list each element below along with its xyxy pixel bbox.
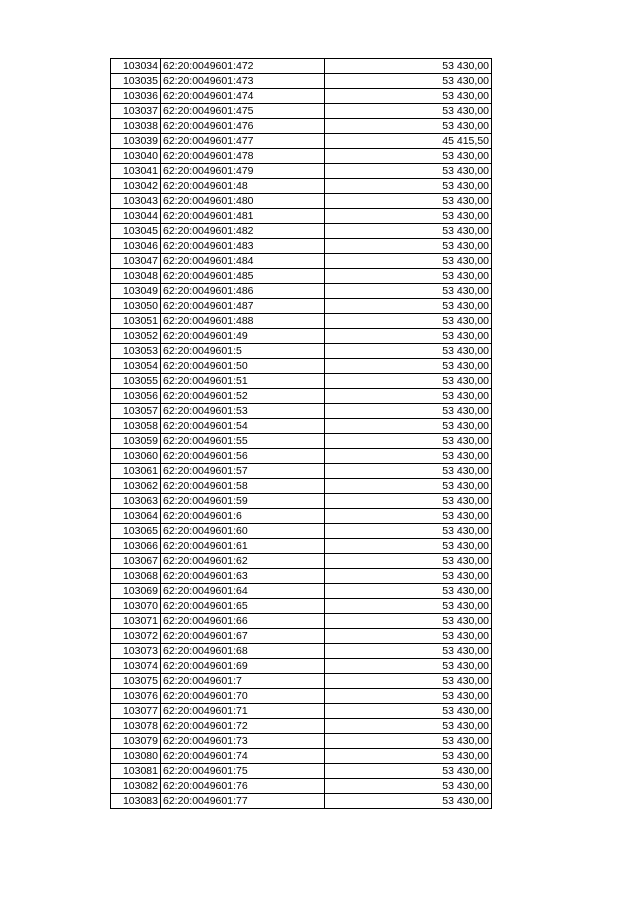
cadastral-number-cell: 62:20:0049601:67 [161, 629, 325, 644]
value-cell: 53 430,00 [325, 104, 492, 119]
cadastral-number-cell: 62:20:0049601:476 [161, 119, 325, 134]
row-number-cell: 103069 [111, 584, 161, 599]
table-row [111, 104, 492, 119]
value-cell: 53 430,00 [325, 749, 492, 764]
cadastral-number-cell: 62:20:0049601:484 [161, 254, 325, 269]
value-cell: 53 430,00 [325, 344, 492, 359]
row-number-cell: 103065 [111, 524, 161, 539]
cadastral-number-cell: 62:20:0049601:483 [161, 239, 325, 254]
value-cell: 53 430,00 [325, 269, 492, 284]
value-cell: 53 430,00 [325, 689, 492, 704]
table-row [111, 584, 492, 599]
table-row [111, 149, 492, 164]
cadastral-number-cell: 62:20:0049601:54 [161, 419, 325, 434]
value-cell: 53 430,00 [325, 494, 492, 509]
cadastral-number-cell: 62:20:0049601:58 [161, 479, 325, 494]
row-number-cell: 103049 [111, 284, 161, 299]
table-row [111, 509, 492, 524]
value-cell: 53 430,00 [325, 449, 492, 464]
cadastral-number-cell: 62:20:0049601:478 [161, 149, 325, 164]
value-cell: 53 430,00 [325, 584, 492, 599]
row-number-cell: 103043 [111, 194, 161, 209]
table-row [111, 644, 492, 659]
value-cell: 53 430,00 [325, 329, 492, 344]
cadastral-number-cell: 62:20:0049601:56 [161, 449, 325, 464]
value-cell: 53 430,00 [325, 764, 492, 779]
value-cell: 53 430,00 [325, 674, 492, 689]
value-cell: 53 430,00 [325, 209, 492, 224]
cadastral-number-cell: 62:20:0049601:69 [161, 659, 325, 674]
cadastral-number-cell: 62:20:0049601:480 [161, 194, 325, 209]
cadastral-number-cell: 62:20:0049601:7 [161, 674, 325, 689]
table-row [111, 59, 492, 74]
value-cell: 53 430,00 [325, 479, 492, 494]
value-cell: 53 430,00 [325, 254, 492, 269]
row-number-cell: 103058 [111, 419, 161, 434]
cadastral-number-cell: 62:20:0049601:68 [161, 644, 325, 659]
table-row [111, 449, 492, 464]
table-row [111, 344, 492, 359]
cadastral-number-cell: 62:20:0049601:65 [161, 599, 325, 614]
table-row [111, 329, 492, 344]
row-number-cell: 103070 [111, 599, 161, 614]
table-row [111, 194, 492, 209]
cadastral-number-cell: 62:20:0049601:49 [161, 329, 325, 344]
cadastral-number-cell: 62:20:0049601:66 [161, 614, 325, 629]
row-number-cell: 103081 [111, 764, 161, 779]
table-row [111, 479, 492, 494]
row-number-cell: 103075 [111, 674, 161, 689]
cadastral-number-cell: 62:20:0049601:479 [161, 164, 325, 179]
row-number-cell: 103066 [111, 539, 161, 554]
cadastral-number-cell: 62:20:0049601:73 [161, 734, 325, 749]
cadastral-number-cell: 62:20:0049601:482 [161, 224, 325, 239]
value-cell: 53 430,00 [325, 509, 492, 524]
value-cell: 53 430,00 [325, 239, 492, 254]
table-row [111, 719, 492, 734]
table-row [111, 464, 492, 479]
cadastral-number-cell: 62:20:0049601:71 [161, 704, 325, 719]
cadastral-number-cell: 62:20:0049601:485 [161, 269, 325, 284]
cadastral-number-cell: 62:20:0049601:77 [161, 794, 325, 809]
row-number-cell: 103078 [111, 719, 161, 734]
value-cell: 53 430,00 [325, 734, 492, 749]
table-row [111, 749, 492, 764]
cadastral-number-cell: 62:20:0049601:472 [161, 59, 325, 74]
table-row [111, 224, 492, 239]
cadastral-number-cell: 62:20:0049601:62 [161, 554, 325, 569]
row-number-cell: 103076 [111, 689, 161, 704]
table-row [111, 239, 492, 254]
table-row [111, 764, 492, 779]
cadastral-number-cell: 62:20:0049601:486 [161, 284, 325, 299]
value-cell: 53 430,00 [325, 164, 492, 179]
table-row [111, 269, 492, 284]
table-row [111, 779, 492, 794]
value-cell: 45 415,50 [325, 134, 492, 149]
cadastral-number-cell: 62:20:0049601:487 [161, 299, 325, 314]
row-number-cell: 103053 [111, 344, 161, 359]
row-number-cell: 103056 [111, 389, 161, 404]
row-number-cell: 103073 [111, 644, 161, 659]
row-number-cell: 103051 [111, 314, 161, 329]
table-row [111, 434, 492, 449]
cadastral-number-cell: 62:20:0049601:63 [161, 569, 325, 584]
cadastral-number-cell: 62:20:0049601:72 [161, 719, 325, 734]
cadastral-number-cell: 62:20:0049601:475 [161, 104, 325, 119]
cadastral-number-cell: 62:20:0049601:488 [161, 314, 325, 329]
cadastral-number-cell: 62:20:0049601:5 [161, 344, 325, 359]
value-cell: 53 430,00 [325, 404, 492, 419]
value-cell: 53 430,00 [325, 89, 492, 104]
table-row [111, 374, 492, 389]
row-number-cell: 103074 [111, 659, 161, 674]
row-number-cell: 103041 [111, 164, 161, 179]
value-cell: 53 430,00 [325, 224, 492, 239]
value-cell: 53 430,00 [325, 299, 492, 314]
value-cell: 53 430,00 [325, 194, 492, 209]
cadastral-number-cell: 62:20:0049601:477 [161, 134, 325, 149]
cadastral-value-table [110, 58, 492, 809]
row-number-cell: 103071 [111, 614, 161, 629]
cadastral-number-cell: 62:20:0049601:474 [161, 89, 325, 104]
cadastral-number-cell: 62:20:0049601:61 [161, 539, 325, 554]
table-row [111, 599, 492, 614]
value-cell: 53 430,00 [325, 179, 492, 194]
row-number-cell: 103037 [111, 104, 161, 119]
table-row [111, 179, 492, 194]
table-row [111, 704, 492, 719]
value-cell: 53 430,00 [325, 314, 492, 329]
row-number-cell: 103068 [111, 569, 161, 584]
row-number-cell: 103044 [111, 209, 161, 224]
table-row [111, 614, 492, 629]
row-number-cell: 103061 [111, 464, 161, 479]
table-row [111, 284, 492, 299]
row-number-cell: 103079 [111, 734, 161, 749]
table-row [111, 689, 492, 704]
value-cell: 53 430,00 [325, 644, 492, 659]
table-body [111, 59, 492, 809]
table-row [111, 164, 492, 179]
row-number-cell: 103082 [111, 779, 161, 794]
value-cell: 53 430,00 [325, 149, 492, 164]
row-number-cell: 103064 [111, 509, 161, 524]
row-number-cell: 103039 [111, 134, 161, 149]
value-cell: 53 430,00 [325, 374, 492, 389]
value-cell: 53 430,00 [325, 614, 492, 629]
row-number-cell: 103062 [111, 479, 161, 494]
table-row [111, 524, 492, 539]
value-cell: 53 430,00 [325, 464, 492, 479]
value-cell: 53 430,00 [325, 704, 492, 719]
row-number-cell: 103054 [111, 359, 161, 374]
value-cell: 53 430,00 [325, 569, 492, 584]
table-row [111, 134, 492, 149]
row-number-cell: 103042 [111, 179, 161, 194]
value-cell: 53 430,00 [325, 794, 492, 809]
value-cell: 53 430,00 [325, 629, 492, 644]
cadastral-number-cell: 62:20:0049601:52 [161, 389, 325, 404]
cadastral-number-cell: 62:20:0049601:6 [161, 509, 325, 524]
value-cell: 53 430,00 [325, 74, 492, 89]
cadastral-number-cell: 62:20:0049601:53 [161, 404, 325, 419]
value-cell: 53 430,00 [325, 524, 492, 539]
row-number-cell: 103067 [111, 554, 161, 569]
row-number-cell: 103038 [111, 119, 161, 134]
row-number-cell: 103072 [111, 629, 161, 644]
value-cell: 53 430,00 [325, 659, 492, 674]
value-cell: 53 430,00 [325, 359, 492, 374]
cadastral-number-cell: 62:20:0049601:70 [161, 689, 325, 704]
value-cell: 53 430,00 [325, 389, 492, 404]
cadastral-number-cell: 62:20:0049601:64 [161, 584, 325, 599]
value-cell: 53 430,00 [325, 554, 492, 569]
cadastral-number-cell: 62:20:0049601:76 [161, 779, 325, 794]
row-number-cell: 103055 [111, 374, 161, 389]
row-number-cell: 103048 [111, 269, 161, 284]
table-row [111, 314, 492, 329]
table-row [111, 89, 492, 104]
cadastral-number-cell: 62:20:0049601:473 [161, 74, 325, 89]
table-row [111, 299, 492, 314]
row-number-cell: 103059 [111, 434, 161, 449]
value-cell: 53 430,00 [325, 59, 492, 74]
table-row [111, 554, 492, 569]
table-row [111, 494, 492, 509]
value-cell: 53 430,00 [325, 434, 492, 449]
table-row [111, 389, 492, 404]
cadastral-number-cell: 62:20:0049601:50 [161, 359, 325, 374]
cadastral-number-cell: 62:20:0049601:75 [161, 764, 325, 779]
value-cell: 53 430,00 [325, 539, 492, 554]
row-number-cell: 103036 [111, 89, 161, 104]
value-cell: 53 430,00 [325, 419, 492, 434]
cadastral-number-cell: 62:20:0049601:74 [161, 749, 325, 764]
table-row [111, 74, 492, 89]
table-row [111, 539, 492, 554]
cadastral-number-cell: 62:20:0049601:55 [161, 434, 325, 449]
table-row [111, 794, 492, 809]
table-row [111, 569, 492, 584]
row-number-cell: 103060 [111, 449, 161, 464]
row-number-cell: 103040 [111, 149, 161, 164]
row-number-cell: 103063 [111, 494, 161, 509]
row-number-cell: 103052 [111, 329, 161, 344]
row-number-cell: 103034 [111, 59, 161, 74]
cadastral-number-cell: 62:20:0049601:48 [161, 179, 325, 194]
value-cell: 53 430,00 [325, 779, 492, 794]
value-cell: 53 430,00 [325, 599, 492, 614]
table-row [111, 734, 492, 749]
table-row [111, 119, 492, 134]
row-number-cell: 103077 [111, 704, 161, 719]
value-cell: 53 430,00 [325, 284, 492, 299]
table-row [111, 209, 492, 224]
row-number-cell: 103035 [111, 74, 161, 89]
row-number-cell: 103080 [111, 749, 161, 764]
table-row [111, 404, 492, 419]
table-row [111, 359, 492, 374]
cadastral-number-cell: 62:20:0049601:51 [161, 374, 325, 389]
table-row [111, 419, 492, 434]
value-cell: 53 430,00 [325, 719, 492, 734]
cadastral-number-cell: 62:20:0049601:60 [161, 524, 325, 539]
table-row [111, 674, 492, 689]
table-row [111, 254, 492, 269]
row-number-cell: 103047 [111, 254, 161, 269]
row-number-cell: 103057 [111, 404, 161, 419]
row-number-cell: 103083 [111, 794, 161, 809]
cadastral-number-cell: 62:20:0049601:59 [161, 494, 325, 509]
row-number-cell: 103050 [111, 299, 161, 314]
cadastral-number-cell: 62:20:0049601:481 [161, 209, 325, 224]
value-cell: 53 430,00 [325, 119, 492, 134]
table-row [111, 659, 492, 674]
row-number-cell: 103046 [111, 239, 161, 254]
row-number-cell: 103045 [111, 224, 161, 239]
cadastral-number-cell: 62:20:0049601:57 [161, 464, 325, 479]
table-row [111, 629, 492, 644]
